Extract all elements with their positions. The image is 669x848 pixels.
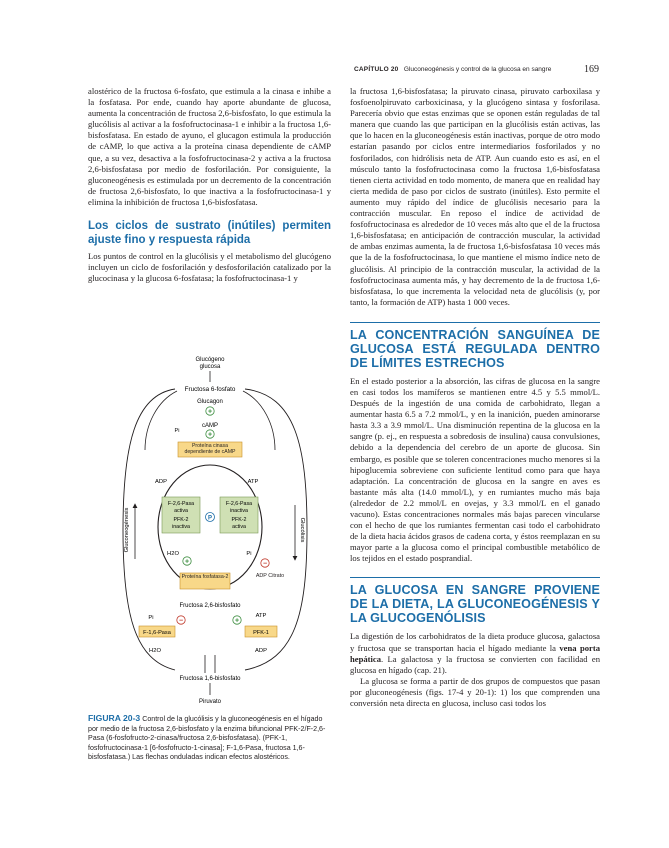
label-h2o-left: H2O <box>167 551 179 557</box>
label-pfk2-active-2: activa <box>232 524 246 530</box>
label-h2o-bottom-left: H2O <box>149 648 161 654</box>
label-f16bp: Fructosa 1,6-bisfosfato <box>179 676 241 682</box>
para3-text-a: La digestión de los carbohidratos de la dieta produce glucosa, galactosa y fructosa que se transportan hacia el hígado mediante la <box>350 631 600 653</box>
label-adp-left: ADP <box>155 479 167 485</box>
right-paragraph-4: La glucosa se forma a partir de dos grupos de compuestos que pasan por gluconeogénesis (figs. 17-4 y 20-1): 1) los que comprenden una conversión neta directa en glucosa, incluso casi todos los <box>350 675 600 709</box>
label-pka: Proteína cinasa dependiente de cAMP <box>184 443 236 455</box>
label-adp-bottom-right: ADP <box>255 648 267 654</box>
label-p-circle: P <box>207 515 213 522</box>
label-f26-inactive-1: F-2,6-Pasa <box>225 501 253 507</box>
inner-right-top-curve <box>243 391 275 450</box>
label-atp-right: ATP <box>247 479 259 485</box>
label-f26bp: Fructosa 2,6-bisfosfato <box>179 603 241 609</box>
label-f16pase: F-1,6-Pasa <box>143 630 171 636</box>
para3-text-b: . La galactosa y la fructosa se convierten con facilidad en glucosa en hígado (cap. 21). <box>350 653 600 675</box>
label-glucagon: Glucagon <box>197 399 223 405</box>
label-pfk2-inactive-2: inactiva <box>172 524 190 530</box>
label-pfk1: PFK-1 <box>253 630 269 636</box>
left-paragraph-1: alostérico de la fructosa 6-fosfato, que estimula a la cinasa e inhibe a la fosfatasa. Por ende, cuando hay aporte abundante de glucosa, aumenta la concentración de fructosa 2,6-bisfosfato, lo que estimula la glucólisis al activar a la fosfofructocinasa-1 e inhibir a la fructosa 1,6-bisfosfatasa. En estado de ayuno, el glucagon estimula la producción de cAMP, lo que activa a la proteína cinasa dependiente de cAMP que, a su vez, desactiva a la fosfofructocinasa-2 y activa a la fructosa 2,6-bisfosfatasa por medio de fosforilación. Por consiguiente, la gluconeogénesis es estimulada por un decremento de la concentración de fructosa 2,6-bisfosfato, lo que inactiva a la fosfofructocinasa-1 y elimina la inhibición de fructosa 1,6-bisfosfatasa. <box>88 86 331 207</box>
label-pi-right: Pi <box>246 551 252 557</box>
figure-caption <box>88 714 334 763</box>
label-glucose: glucosa <box>199 364 221 370</box>
plus-pfk1-text: + <box>234 617 240 625</box>
right-paragraph-3 <box>350 631 600 675</box>
label-phosphatase-2: Proteína fosfatasa-2 <box>181 574 229 580</box>
label-pyruvate: Piruvato <box>198 699 222 705</box>
label-camp: cAMP <box>201 423 219 429</box>
label-glycogen: Glucógeno <box>195 357 225 363</box>
label-adp-citrate: ADP Citrato <box>255 573 285 579</box>
figure-caption-text: Control de la glucólisis y la gluconeogénesis en el hígado por medio de la fructosa 2,6-bisfosfato y la enzima bifuncional PFK-2/F-2,6-Pasa (6-fosfofructo-2-cinasa/fructosa 2,6-bisfosfatasa). (PFK-1, fosfofructocinasa-1 [6-fosfofructo-1-cinasa]; F-1,6-Pasa, fructosa 1,6-bisfosfatasa.) Las flechas onduladas indican efectos alostéricos. <box>88 715 326 762</box>
label-pi-bottom-left: Pi <box>148 615 154 621</box>
right-paragraph-1: la fructosa 1,6-bisfosfatasa; la piruvato cinasa, piruvato carboxilasa y fosfoenolpiruvato carboxicinasa, y la glucógeno sintasa y fosforilasa. Parecería obvio que estas enzimas que se oponen están reguladas de tal manera que cuando las que participan en la glucólisis están activas, las que lo hacen en la gluconeogénesis están inactivas, porque de otro modo estarían pasando por ciclos entre intermediarios fosforilados y no fosforilados, con hidrólisis neta de ATP. Aun cuando esto es así, en el músculo tanto la fosfofructocinasa como la fructosa 1,6-bisfosfatasa tienen cierta actividad en todo momento, de manera que en realidad hay cierta medida de paso por ciclos de sustrato (inútiles). Esto permite el aumento muy rápido del índice de glucólisis necesario para la contracción muscular. En reposo el índice de actividad de fosfofructocinasa es alrededor de 10 veces más alto que el de la fructosa 1,6-bisfosfatasa; en anticipación de contracción muscular, la actividad de ambas enzimas aumenta, la de fructosa 1,6-bisfosfatasa 10 veces más que la de la fosfofructocinasa, lo que mantiene el mismo índice neto de glucólisis. Al principio de la contracción muscular, la actividad de la fosfofructocinasa aumenta más, y hay decremento de la de fructosa 1,6-bisfosfatasa, lo que incrementa la velocidad neta de glucólisis (y, por tanto, la formación de ATP) hasta 1 000 veces. <box>350 86 600 307</box>
page-number: 169 <box>584 64 599 75</box>
minus-citrate-text: − <box>262 560 268 568</box>
section-heading-glucose-sources: LA GLUCOSA EN SANGRE PROVIENE DE LA DIETA, LA GLUCONEOGÉNESIS Y LA GLUCOGENÓLISIS <box>350 583 600 626</box>
label-f6p: Fructosa 6-fosfato <box>184 386 236 393</box>
chapter-label: CAPÍTULO 20 <box>354 66 399 73</box>
minus-f16pase-text: − <box>178 617 184 625</box>
label-atp-bottom-right: ATP <box>255 613 267 619</box>
running-header <box>354 66 599 78</box>
label-pi-top: Pi <box>174 428 180 434</box>
right-paragraph-2: En el estado posterior a la absorción, las cifras de glucosa en la sangre en casi todos los mamíferos se mantienen entre 4.5 y 5.5 mmol/L. Después de la ingestión de una comida de carbohidrato, llegan a aumentar hasta 6.5 a 7.2 mmol/L, y en la inanición, pueden aminorarse hasta 3.3 a 3.9 mmol/L. Una disminución repentina de la glucosa en la sangre (p. ej., en respuesta a sobredosis de insulina) causa convulsiones, debido a la dependencia del cerebro de un aporte de glucosa. Sin embargo, es posible que se toleren concentraciones mucho menores si la hipoglucemia sobreviene con suficiente lentitud como para que haya adaptación. La concentración de glucosa en la sangre en aves es bastante más alta (14.0 mmol/L), y en rumiantes mucho más baja (alrededor de 2.2 mmol/L en ovejas, y 3.3 mmol/L en el ganado vacuno). Estas concentraciones normales más bajas parecen vincularse con el hecho de que los rumiantes fermentan casi todo el carbohidrato de la dieta hacia ácidos grasos de cadena corta, y éstos reemplazan en su mayor parte a la glucosa como el principal combustible metabólico de los tejidos en el estado posprandial. <box>350 375 600 564</box>
subsection-heading: Los ciclos de sustrato (inútiles) permiten ajuste fino y respuesta rápida <box>88 220 331 246</box>
figure-20-3-diagram <box>115 355 315 707</box>
inner-left-top-curve <box>145 391 177 450</box>
label-f26-inactive-2: inactiva <box>230 508 248 514</box>
plus-phosphatase-text: + <box>184 558 190 566</box>
plus-glucagon-text: + <box>207 408 213 416</box>
left-column <box>88 86 331 284</box>
left-paragraph-2: Los puntos de control en la glucólisis y el metabolismo del glucógeno incluyen un ciclo de fosforilación y desfosforilación catalizado por la glucocinasa y la glucosa 6-fosfatasa; la fosfofructocinasa-1 y <box>88 251 331 284</box>
label-glycolysis: Glucólisis <box>299 517 305 543</box>
label-f26-active-1: F-2,6-Pasa <box>167 501 195 507</box>
right-column <box>350 86 600 709</box>
para3-bold-term: vena porta hepática <box>350 642 600 664</box>
chapter-title: Gluconeogénesis y control de la glucosa en sangre <box>403 66 552 73</box>
label-pfk2-active-1: PFK-2 <box>231 517 247 523</box>
plus-camp-text: + <box>207 431 213 439</box>
label-pfk2-inactive-1: PFK-2 <box>173 517 189 523</box>
label-f26-active-2: activa <box>174 508 188 514</box>
label-gluconeogenesis: Gluconeogénesis <box>124 507 130 553</box>
figure-label: FIGURA 20-3 <box>88 713 141 723</box>
section-heading-blood-glucose: LA CONCENTRACIÓN SANGUÍNEA DE GLUCOSA ESTÁ REGULADA DENTRO DE LÍMITES ESTRECHOS <box>350 327 600 370</box>
